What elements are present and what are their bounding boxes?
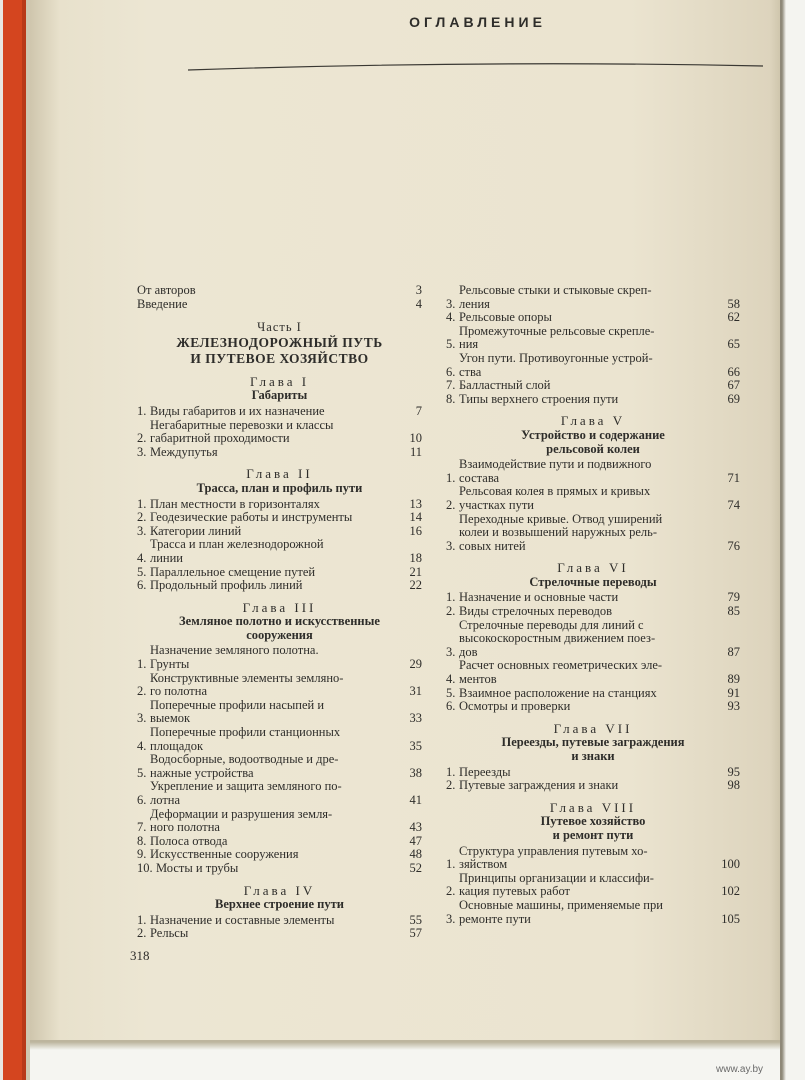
entry-title: [459, 311, 714, 325]
chapter-title-line: Трасса, план и профиль пути: [196, 480, 363, 495]
toc-entry: [446, 779, 740, 793]
book-binding: [0, 0, 30, 1080]
entry-number: 6.: [137, 793, 147, 807]
chapter-title: [446, 815, 740, 842]
front-matter-entry: [137, 298, 422, 312]
chapter-title-line: и знаки: [571, 749, 615, 763]
entry-number: 3.: [137, 444, 147, 459]
entry-title: [459, 284, 714, 311]
entry-title: [459, 700, 714, 714]
entry-line: габаритной проходимости: [150, 431, 290, 446]
chapter-title: [137, 898, 422, 912]
chapter-title: [446, 576, 740, 590]
entry-number: 6.: [137, 578, 147, 593]
entry-number: 4.: [446, 672, 456, 687]
toc-entry: [446, 687, 740, 701]
toc-entry: [137, 511, 422, 525]
toc-entry: [137, 914, 422, 928]
entry-title: [459, 619, 714, 660]
chapter-title-line: Стрелочные переводы: [529, 574, 657, 589]
entry-number: 3.: [137, 523, 147, 538]
page-number: 318: [130, 948, 150, 963]
entry-line: совых нитей: [459, 538, 526, 553]
entry-line: Рельсовые стыки и стыковые скреп-: [459, 283, 652, 297]
entry-page: 47: [409, 833, 422, 848]
entry-title: [150, 419, 396, 446]
toc-entry: [137, 726, 422, 753]
entry-page: 31: [409, 684, 422, 699]
entry-line: Основные машины, применяемые при: [459, 897, 663, 912]
entry-page: 57: [409, 926, 422, 941]
entry-title: [459, 458, 714, 485]
toc-entry: [446, 619, 740, 660]
entry-line: Поперечные профили станционных: [150, 725, 341, 740]
toc-entry: [446, 379, 740, 393]
entry-line: состава: [459, 470, 500, 485]
entry-title: [459, 325, 714, 352]
toc-entry: [446, 311, 740, 325]
toc-title-wrap: [0, 14, 805, 30]
toc-entry: [446, 485, 740, 512]
toc-entry: [137, 753, 422, 780]
entry-line: колеи и возвышений наружных рель-: [459, 525, 658, 540]
chapter-title-line: рельсовой колеи: [546, 441, 640, 456]
toc-entry: [446, 352, 740, 379]
chapter-title: [446, 429, 740, 456]
entry-title: [459, 766, 714, 780]
entry-number: 2.: [137, 510, 147, 525]
entry-line: План местности в горизонталях: [150, 496, 320, 511]
entry-line: ремонте пути: [459, 911, 531, 926]
entry-line: Рельсовые опоры: [459, 310, 552, 325]
entry-line: Назначение земляного полотна.: [150, 643, 319, 658]
toc-entry: [137, 927, 422, 941]
entry-title: [150, 808, 396, 835]
entry-title: [150, 538, 396, 565]
entry-title: [150, 672, 396, 699]
entry-title: [459, 352, 714, 379]
toc-entry: [137, 566, 422, 580]
toc-right-column: [446, 284, 740, 926]
part-title-line: ЖЕЛЕЗНОДОРОЖНЫЙ ПУТЬ: [176, 334, 383, 350]
entry-line: ного полотна: [150, 820, 220, 835]
entry-line: Промежуточные рельсовые скрепле-: [459, 323, 655, 338]
entry-page: 102: [721, 884, 740, 899]
entry-number: 7.: [137, 820, 147, 835]
toc-entry: [137, 699, 422, 726]
toc-entry: [446, 899, 740, 926]
entry-page: 87: [727, 644, 740, 659]
entry-line: Поперечные профили насыпей и: [150, 697, 325, 712]
chapter-title: [137, 615, 422, 642]
toc-entry: [446, 591, 740, 605]
entry-line: дов: [459, 644, 478, 659]
entry-title: От авторов: [137, 283, 196, 297]
entry-title: [459, 379, 714, 393]
entry-line: Виды габаритов и их назначение: [150, 403, 325, 418]
entry-page: 35: [409, 738, 422, 753]
entry-title: [459, 659, 714, 686]
entry-line: Балластный слой: [459, 378, 551, 393]
entry-page: 105: [721, 911, 740, 926]
chapter-label: Глава II: [246, 466, 313, 482]
entry-title: [459, 513, 714, 554]
entry-line: Водосборные, водоотводные и дре-: [150, 752, 339, 767]
chapter-title-line: Переезды, путевые заграждения: [501, 735, 685, 750]
toc-entry: [137, 419, 422, 446]
entry-line: Путевые заграждения и знаки: [459, 778, 619, 793]
chapter-title-line: Верхнее строение пути: [215, 897, 344, 912]
chapter-title: [446, 736, 740, 763]
entry-line: Типы верхнего строения пути: [459, 391, 619, 406]
entry-line: лотна: [150, 793, 181, 807]
page-edge: [780, 0, 805, 1080]
entry-page: 95: [727, 764, 740, 779]
entry-title: [459, 845, 714, 872]
part-title: [137, 335, 422, 367]
entry-line: выемок: [150, 711, 191, 726]
entry-line: Структура управления путевым хо-: [459, 843, 648, 858]
toc-entry: [446, 766, 740, 780]
entry-title: [150, 753, 396, 780]
entry-page: 98: [727, 778, 740, 793]
entry-title: [150, 780, 396, 807]
toc-entry: [446, 845, 740, 872]
entry-page: 18: [409, 550, 422, 565]
entry-title: [459, 872, 714, 899]
chapter-label: Глава V: [560, 413, 626, 429]
part-label: Часть I: [257, 320, 302, 335]
entry-number: 5.: [137, 765, 147, 780]
entry-line: площадок: [150, 738, 204, 753]
entry-title: [150, 511, 396, 525]
entry-page: 29: [409, 657, 422, 672]
entry-number: 1.: [446, 764, 456, 779]
entry-title: Введение: [137, 296, 188, 311]
entry-number: 5.: [137, 564, 147, 579]
entry-page: 91: [727, 685, 740, 700]
entry-number: 8.: [446, 391, 456, 406]
entry-page: 55: [409, 912, 422, 927]
entry-line: линии: [150, 550, 183, 565]
entry-page: 67: [727, 378, 740, 393]
toc-entry: [446, 700, 740, 714]
toc-entry: [137, 579, 422, 593]
entry-page: 11: [409, 444, 422, 459]
entry-line: Назначение и составные элементы: [150, 912, 335, 927]
entry-line: Укрепление и защита земляного по-: [150, 779, 342, 794]
entry-title: [150, 699, 396, 726]
entry-title: [150, 566, 396, 580]
entry-line: ния: [459, 337, 479, 352]
toc-entry: [137, 498, 422, 512]
entry-title: [459, 591, 714, 605]
entry-title: [150, 927, 396, 941]
chapter-title-line: Земляное полотно и искусственные: [179, 614, 380, 629]
entry-number: 5.: [446, 337, 456, 352]
entry-page: 10: [409, 431, 422, 446]
entry-line: Деформации и разрушения земля-: [150, 806, 333, 821]
entry-title: [459, 485, 714, 512]
entry-number: 4.: [137, 738, 147, 753]
entry-title: [150, 405, 396, 419]
entry-line: Взаимодействие пути и подвижного: [459, 457, 652, 472]
entry-page: 7: [415, 403, 422, 418]
entry-line: зяйством: [459, 857, 508, 872]
toc-entry: [446, 284, 740, 311]
entry-page: 65: [727, 337, 740, 352]
entry-line: ления: [459, 296, 490, 311]
entry-line: высокоскоростным движением поез-: [459, 631, 656, 646]
entry-number: 3.: [446, 644, 456, 659]
entry-page: 41: [409, 793, 422, 807]
entry-title: [459, 899, 714, 926]
entry-number: 1.: [137, 912, 147, 927]
chapter-label: Глава IV: [243, 882, 316, 898]
entry-title: [150, 835, 396, 849]
entry-line: Геодезические работы и инструменты: [150, 510, 353, 525]
entry-title: [459, 393, 714, 407]
entry-line: Взаимное расположение на станциях: [459, 685, 657, 700]
entry-line: Грунты: [150, 657, 190, 672]
entry-number: 7.: [446, 378, 456, 393]
entry-number: 1.: [137, 496, 147, 511]
entry-line: Переходные кривые. Отвод уширений: [459, 511, 663, 526]
entry-title: [459, 605, 714, 619]
entry-line: Конструктивные элементы земляно-: [150, 670, 344, 685]
entry-page: 4: [415, 296, 422, 311]
entry-line: Полоса отвода: [150, 833, 228, 848]
entry-number: 2.: [446, 778, 456, 793]
entry-line: Искусственные сооружения: [150, 847, 299, 862]
entry-number: 2.: [446, 884, 456, 899]
entry-title: [150, 579, 396, 593]
entry-page: 62: [727, 310, 740, 325]
entry-line: Трасса и план железнодорожной: [150, 537, 324, 552]
entry-page: 22: [409, 578, 422, 593]
entry-number: 6.: [446, 364, 456, 379]
entry-page: 14: [409, 510, 422, 525]
entry-title: [150, 446, 396, 460]
entry-line: Стрелочные переводы для линий с: [459, 617, 644, 632]
entry-line: Принципы организации и классифи-: [459, 870, 654, 885]
page-bottom-edge: [30, 1040, 780, 1080]
chapter-label: Глава I: [249, 373, 310, 389]
header-rule: [188, 52, 763, 74]
entry-number: 2.: [446, 497, 456, 512]
toc-entry: [137, 405, 422, 419]
entry-line: Рельсы: [150, 926, 189, 941]
chapter-label: Глава VIII: [549, 799, 637, 815]
toc-entry: [137, 780, 422, 807]
entry-page: 76: [727, 538, 740, 553]
entry-page: 43: [409, 820, 422, 835]
entry-line: ства: [459, 364, 482, 379]
entry-number: 3.: [137, 711, 147, 726]
entry-page: 38: [409, 765, 422, 780]
entry-line: Параллельное смещение путей: [150, 564, 316, 579]
toc-left-column: [137, 284, 422, 941]
entry-page: 52: [409, 860, 422, 875]
entry-number: 1.: [137, 403, 147, 418]
toc-entry: [137, 446, 422, 460]
entry-title: [459, 779, 714, 793]
chapter-label: Глава VII: [553, 720, 633, 736]
entry-title: [150, 848, 396, 862]
toc-entry: [137, 862, 422, 876]
toc-entry: [137, 644, 422, 671]
entry-number: 3.: [446, 911, 456, 926]
chapter-title-line: и ремонт пути: [552, 827, 634, 842]
toc-entry: [137, 835, 422, 849]
entry-title: [156, 862, 396, 876]
entry-page: 3: [415, 283, 422, 297]
entry-number: 6.: [446, 699, 456, 714]
entry-number: 2.: [137, 431, 147, 446]
entry-title: [150, 644, 396, 671]
toc-entry: [446, 605, 740, 619]
chapter-title-line: сооружения: [246, 627, 313, 642]
chapter-label: Глава III: [242, 599, 317, 615]
entry-line: Рельсовая колея в прямых и кривых: [459, 484, 651, 499]
toc-entry: [137, 672, 422, 699]
entry-page: 100: [721, 857, 740, 872]
entry-title: [150, 726, 396, 753]
entry-number: 2.: [446, 604, 456, 619]
entry-line: Негабаритные перевозки и классы: [150, 417, 334, 432]
toc-entry: [137, 538, 422, 565]
toc-entry: [446, 458, 740, 485]
entry-page: 71: [727, 470, 740, 485]
toc-entry: [137, 525, 422, 539]
entry-title: [459, 687, 714, 701]
entry-page: 69: [727, 391, 740, 406]
toc-entry: [446, 872, 740, 899]
entry-number: 1.: [137, 657, 147, 672]
entry-line: Междупутья: [150, 444, 218, 459]
entry-number: 9.: [137, 847, 147, 862]
entry-number: 5.: [446, 685, 456, 700]
entry-number: 3.: [446, 538, 456, 553]
front-matter-entry: [137, 284, 422, 298]
entry-line: нажные устройства: [150, 765, 254, 780]
entry-number: 1.: [446, 590, 456, 605]
entry-page: 89: [727, 672, 740, 687]
toc-entry: [137, 848, 422, 862]
entry-title: [150, 525, 396, 539]
entry-line: Продольный профиль линий: [150, 578, 303, 593]
entry-page: 93: [727, 699, 740, 714]
entry-number: 3.: [446, 296, 456, 311]
toc-entry: [446, 659, 740, 686]
entry-line: Виды стрелочных переводов: [459, 604, 613, 619]
entry-line: ментов: [459, 672, 497, 687]
page-title: ОГЛАВЛЕНИЕ: [409, 14, 546, 30]
entry-page: 74: [727, 497, 740, 512]
toc-entry: [446, 325, 740, 352]
entry-line: Переезды: [459, 764, 511, 779]
chapter-title-line: Устройство и содержание: [521, 427, 665, 442]
entry-number: 4.: [446, 310, 456, 325]
toc-entry: [446, 513, 740, 554]
chapter-title: [137, 482, 422, 496]
chapter-label: Глава VI: [557, 560, 629, 576]
entry-line: Осмотры и проверки: [459, 699, 571, 714]
entry-line: Мосты и трубы: [156, 860, 239, 875]
entry-line: кация путевых работ: [459, 884, 571, 899]
entry-number: 4.: [137, 550, 147, 565]
toc-entry: [137, 808, 422, 835]
entry-page: 66: [727, 364, 740, 379]
chapter-title-line: Габариты: [251, 388, 308, 403]
entry-page: 79: [727, 590, 740, 605]
entry-title: [150, 498, 396, 512]
entry-number: 10.: [137, 860, 153, 875]
entry-title: [150, 914, 396, 928]
entry-line: участках пути: [459, 497, 534, 512]
entry-page: 48: [409, 847, 422, 862]
entry-line: Назначение и основные части: [459, 590, 619, 605]
chapter-title-line: Путевое хозяйство: [540, 814, 646, 829]
entry-number: 2.: [137, 926, 147, 941]
entry-page: 85: [727, 604, 740, 619]
entry-line: Расчет основных геометрических эле-: [459, 658, 663, 673]
watermark: www.ay.by: [716, 1064, 764, 1075]
chapter-title: [137, 389, 422, 403]
entry-page: 58: [727, 296, 740, 311]
entry-page: 16: [409, 523, 422, 538]
entry-page: 33: [409, 711, 422, 726]
entry-line: Категории линий: [150, 523, 242, 538]
entry-number: 2.: [137, 684, 147, 699]
entry-page: 21: [409, 564, 422, 579]
entry-number: 1.: [446, 857, 456, 872]
toc-entry: [446, 393, 740, 407]
entry-page: 13: [409, 496, 422, 511]
entry-line: го полотна: [150, 684, 207, 699]
entry-number: 1.: [446, 470, 456, 485]
entry-number: 8.: [137, 833, 147, 848]
part-title-line: И ПУТЕВОЕ ХОЗЯЙСТВО: [190, 350, 369, 366]
entry-line: Угон пути. Противоугонные устрой-: [459, 350, 653, 365]
